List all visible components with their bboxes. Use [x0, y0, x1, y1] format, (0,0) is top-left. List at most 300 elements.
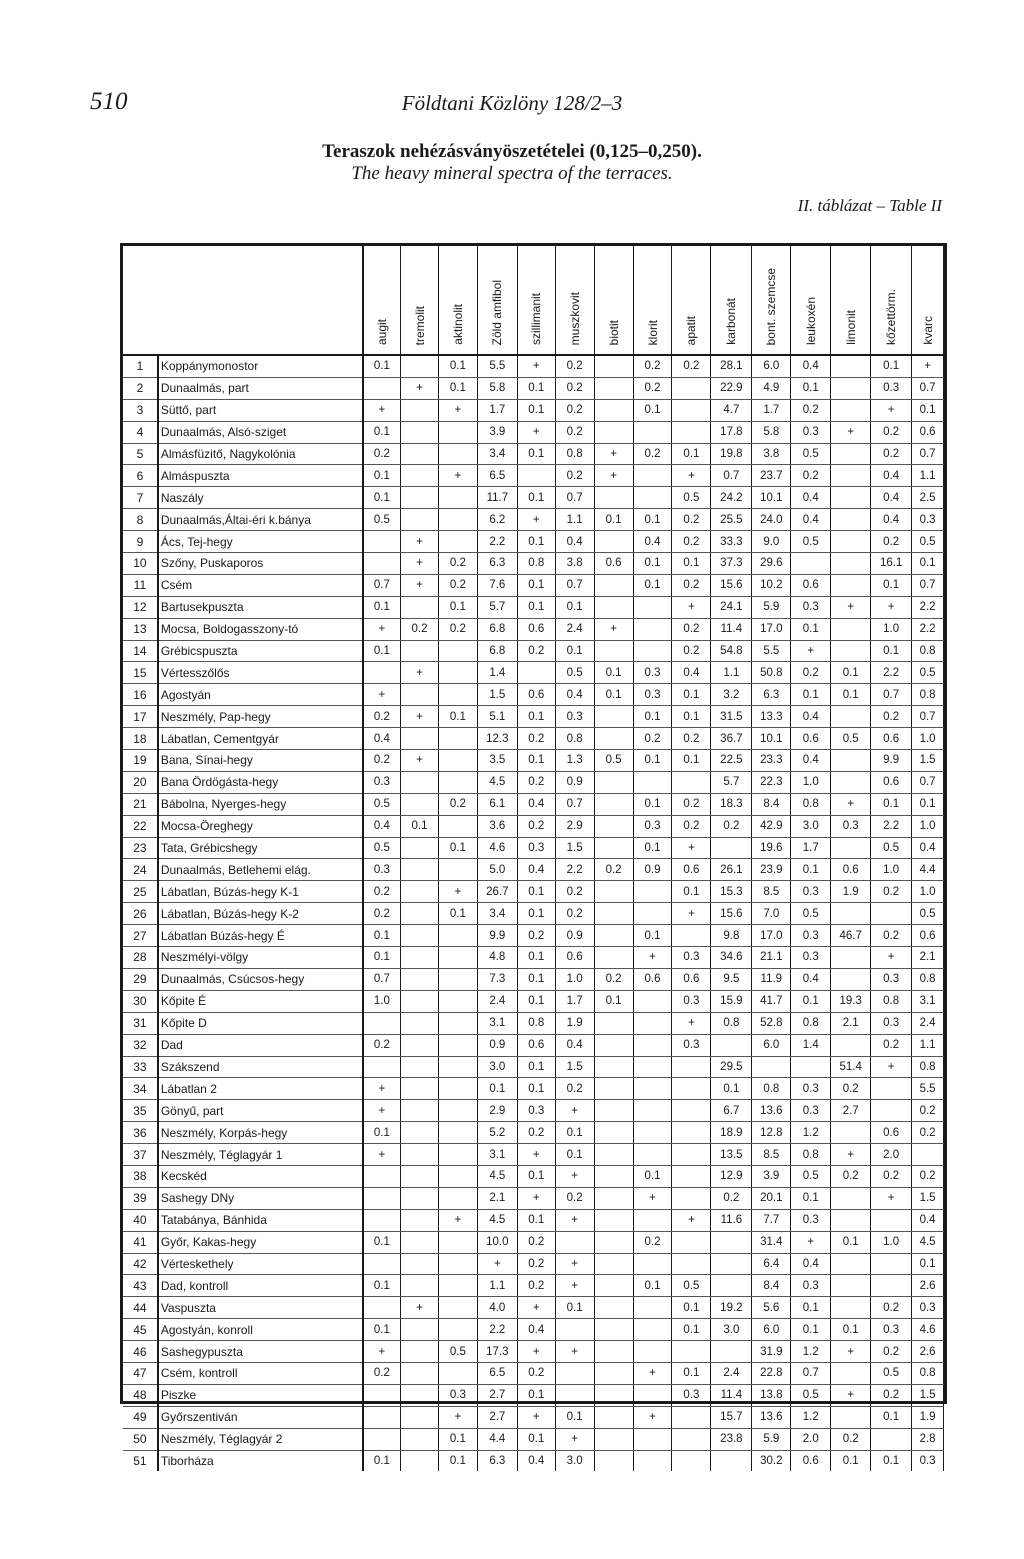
table-row — [123, 1362, 944, 1384]
column-header-label: biotit — [606, 319, 621, 345]
table-cell — [517, 465, 555, 487]
table-cell: 2.7 — [477, 1406, 517, 1428]
locality-name: Tiborháza — [158, 1450, 363, 1471]
table-cell: 0.3 — [633, 684, 672, 706]
table-cell — [363, 377, 401, 399]
table-cell: + — [363, 618, 401, 640]
table-cell — [594, 771, 633, 793]
table-cell: 0.2 — [791, 662, 831, 684]
table-row — [123, 1078, 944, 1100]
table-cell: 0.4 — [791, 355, 831, 377]
table-cell — [831, 837, 871, 859]
table-cell: 0.5 — [594, 750, 633, 772]
row-number: 17 — [123, 706, 158, 728]
table-cell: 0.3 — [672, 990, 711, 1012]
table-cell — [363, 1297, 401, 1319]
table-row — [123, 1034, 944, 1056]
locality-name: Naszály — [158, 487, 363, 509]
row-number: 28 — [123, 947, 158, 969]
table-cell: 52.8 — [752, 1012, 791, 1034]
table-cell: 0.2 — [871, 1341, 912, 1363]
table-cell: 0.2 — [871, 1165, 912, 1187]
table-cell: + — [871, 947, 912, 969]
table-cell: 0.8 — [912, 968, 944, 990]
table-cell: 0.4 — [791, 706, 831, 728]
table-cell: 0.2 — [517, 640, 555, 662]
table-cell: 0.1 — [912, 1253, 944, 1275]
table-cell — [831, 443, 871, 465]
table-cell — [594, 1144, 633, 1166]
table-cell — [594, 1319, 633, 1341]
table-cell — [363, 1406, 401, 1428]
table-row — [123, 1165, 944, 1187]
table-cell: 0.1 — [438, 1450, 477, 1471]
row-number: 11 — [123, 574, 158, 596]
table-cell: 5.0 — [477, 859, 517, 881]
table-cell: 5.9 — [752, 1428, 791, 1450]
table-cell: 0.2 — [871, 1034, 912, 1056]
table-cell — [401, 1231, 439, 1253]
table-cell: + — [555, 1341, 594, 1363]
table-cell: 0.8 — [791, 1012, 831, 1034]
table-cell — [633, 1034, 672, 1056]
table-cell — [594, 1341, 633, 1363]
table-cell — [831, 1275, 871, 1297]
row-number: 31 — [123, 1012, 158, 1034]
table-cell — [438, 750, 477, 772]
locality-name: Sashegy DNy — [158, 1187, 363, 1209]
table-cell — [831, 1122, 871, 1144]
table-cell: 3.8 — [555, 553, 594, 575]
table-cell: 0.1 — [594, 509, 633, 531]
table-cell: 23.9 — [752, 859, 791, 881]
table-cell — [401, 1275, 439, 1297]
table-cell: 4.9 — [752, 377, 791, 399]
table-cell: 11.4 — [711, 1384, 752, 1406]
table-cell — [871, 1275, 912, 1297]
table-cell — [672, 925, 711, 947]
table-cell — [363, 1165, 401, 1187]
table-cell — [594, 1275, 633, 1297]
table-cell: 0.3 — [438, 1384, 477, 1406]
table-cell: + — [594, 618, 633, 640]
table-cell: 0.7 — [711, 465, 752, 487]
mineral-table-frame — [120, 243, 947, 1468]
table-cell: 0.9 — [555, 771, 594, 793]
table-cell: 0.8 — [752, 1078, 791, 1100]
table-cell — [672, 1341, 711, 1363]
table-cell: 1.2 — [791, 1122, 831, 1144]
locality-name: Dunaalmás, part — [158, 377, 363, 399]
locality-name: Mocsa-Öreghegy — [158, 815, 363, 837]
table-cell: + — [438, 1209, 477, 1231]
table-cell: 5.8 — [477, 377, 517, 399]
table-cell: 18.3 — [711, 793, 752, 815]
table-row — [123, 990, 944, 1012]
table-row — [123, 421, 944, 443]
table-cell: + — [517, 509, 555, 531]
table-cell — [831, 1362, 871, 1384]
table-cell: 0.5 — [912, 662, 944, 684]
row-number: 25 — [123, 881, 158, 903]
table-cell — [401, 1406, 439, 1428]
locality-name: Neszmély, Korpás-hegy — [158, 1122, 363, 1144]
locality-name: Bábolna, Nyerges-hegy — [158, 793, 363, 815]
table-cell: + — [831, 421, 871, 443]
table-cell: + — [517, 355, 555, 377]
table-cell: 15.9 — [711, 990, 752, 1012]
table-cell: 6.5 — [477, 1362, 517, 1384]
table-cell — [831, 465, 871, 487]
table-cell: 31.4 — [752, 1231, 791, 1253]
table-cell — [401, 859, 439, 881]
table-cell: 0.3 — [791, 881, 831, 903]
table-cell — [791, 1056, 831, 1078]
table-cell: 0.2 — [912, 1100, 944, 1122]
table-cell — [633, 1144, 672, 1166]
table-cell — [672, 1187, 711, 1209]
row-number: 49 — [123, 1406, 158, 1428]
table-cell: 0.1 — [672, 881, 711, 903]
table-cell: 7.0 — [752, 903, 791, 925]
table-cell: 0.1 — [672, 553, 711, 575]
table-cell: + — [594, 465, 633, 487]
table-cell: 36.7 — [711, 728, 752, 750]
table-cell: 41.7 — [752, 990, 791, 1012]
table-cell — [711, 837, 752, 859]
table-cell: 0.2 — [672, 815, 711, 837]
table-cell: 0.3 — [363, 771, 401, 793]
table-cell — [401, 1100, 439, 1122]
table-cell — [633, 1450, 672, 1471]
table-cell — [438, 1012, 477, 1034]
row-number: 26 — [123, 903, 158, 925]
table-cell: 5.5 — [912, 1078, 944, 1100]
table-cell: + — [401, 750, 439, 772]
table-cell — [594, 1297, 633, 1319]
table-cell — [633, 1056, 672, 1078]
table-cell — [633, 487, 672, 509]
row-number: 47 — [123, 1362, 158, 1384]
table-cell: 0.1 — [438, 1428, 477, 1450]
table-cell: 2.0 — [791, 1428, 831, 1450]
table-cell: 19.8 — [711, 443, 752, 465]
table-cell: 25.5 — [711, 509, 752, 531]
table-cell — [672, 1253, 711, 1275]
table-cell — [401, 596, 439, 618]
table-cell: 0.8 — [517, 553, 555, 575]
table-cell: 0.6 — [633, 968, 672, 990]
table-cell: 0.2 — [555, 1187, 594, 1209]
table-cell: 0.6 — [555, 947, 594, 969]
locality-name: Dunaalmás,Áltai-éri k.bánya — [158, 509, 363, 531]
locality-name: Süttő, part — [158, 399, 363, 421]
table-cell: 0.1 — [791, 1319, 831, 1341]
table-cell: 0.8 — [555, 443, 594, 465]
table-cell — [594, 881, 633, 903]
table-cell: 11.4 — [711, 618, 752, 640]
table-cell — [401, 509, 439, 531]
table-cell: 1.0 — [912, 881, 944, 903]
table-cell: 0.1 — [517, 377, 555, 399]
table-cell: 2.2 — [912, 618, 944, 640]
table-number-label: II. táblázat – Table II — [797, 196, 942, 215]
column-header — [831, 246, 871, 355]
table-cell: 0.2 — [871, 1384, 912, 1406]
table-cell — [438, 925, 477, 947]
table-cell: 0.2 — [871, 421, 912, 443]
table-cell: + — [438, 465, 477, 487]
table-cell: 0.7 — [912, 706, 944, 728]
table-cell: 2.4 — [912, 1012, 944, 1034]
header-locality-cell — [158, 246, 363, 355]
table-cell: + — [401, 553, 439, 575]
table-cell: 0.2 — [633, 443, 672, 465]
table-cell: 4.4 — [912, 859, 944, 881]
table-cell — [594, 1165, 633, 1187]
table-cell: 0.1 — [633, 1165, 672, 1187]
table-cell: 8.5 — [752, 1144, 791, 1166]
table-cell: + — [401, 662, 439, 684]
row-number: 7 — [123, 487, 158, 509]
table-cell: 24.1 — [711, 596, 752, 618]
table-row — [123, 1297, 944, 1319]
table-row — [123, 903, 944, 925]
column-header-label: Zöld amfibol — [490, 279, 505, 345]
table-cell: 0.1 — [672, 443, 711, 465]
table-cell: + — [363, 1078, 401, 1100]
table-cell: 0.2 — [791, 399, 831, 421]
locality-name: Gönyű, part — [158, 1100, 363, 1122]
table-cell: 2.9 — [477, 1100, 517, 1122]
table-cell: 6.2 — [477, 509, 517, 531]
table-cell: 51.4 — [831, 1056, 871, 1078]
table-cell — [594, 837, 633, 859]
table-cell: 0.1 — [791, 1187, 831, 1209]
table-cell: 0.8 — [555, 728, 594, 750]
table-cell: 0.1 — [791, 684, 831, 706]
table-cell — [831, 771, 871, 793]
table-cell: 0.1 — [363, 1122, 401, 1144]
table-cell: 0.2 — [363, 706, 401, 728]
table-cell: 0.1 — [791, 990, 831, 1012]
table-cell: 0.1 — [363, 947, 401, 969]
table-cell: + — [831, 596, 871, 618]
table-cell: 5.9 — [752, 596, 791, 618]
table-cell: 0.3 — [791, 1209, 831, 1231]
table-cell — [401, 1034, 439, 1056]
table-cell: 15.6 — [711, 574, 752, 596]
table-cell: + — [871, 399, 912, 421]
table-cell: 22.3 — [752, 771, 791, 793]
row-number: 5 — [123, 443, 158, 465]
table-cell — [633, 771, 672, 793]
table-cell: 0.3 — [672, 947, 711, 969]
table-cell: 0.4 — [517, 793, 555, 815]
table-cell — [438, 1078, 477, 1100]
table-cell: 1.9 — [831, 881, 871, 903]
table-cell — [633, 903, 672, 925]
table-cell: 0.1 — [401, 815, 439, 837]
table-cell — [633, 1341, 672, 1363]
table-cell — [633, 421, 672, 443]
table-cell — [363, 1253, 401, 1275]
table-cell: 3.1 — [912, 990, 944, 1012]
table-cell: 0.1 — [633, 509, 672, 531]
table-cell — [672, 1122, 711, 1144]
table-cell — [711, 1450, 752, 1471]
table-cell: 0.5 — [791, 531, 831, 553]
table-cell: + — [594, 443, 633, 465]
table-cell: 0.4 — [912, 837, 944, 859]
table-row — [123, 1341, 944, 1363]
table-row — [123, 377, 944, 399]
table-cell — [871, 1100, 912, 1122]
table-cell: 2.0 — [871, 1144, 912, 1166]
table-cell: + — [672, 596, 711, 618]
table-cell — [672, 1231, 711, 1253]
table-cell: + — [555, 1253, 594, 1275]
table-cell: 0.2 — [831, 1428, 871, 1450]
table-cell: 50.8 — [752, 662, 791, 684]
table-cell: 29.5 — [711, 1056, 752, 1078]
locality-name: Ács, Tej-hegy — [158, 531, 363, 553]
column-header — [594, 246, 633, 355]
table-cell — [594, 531, 633, 553]
table-cell: 13.8 — [752, 1384, 791, 1406]
table-cell — [594, 947, 633, 969]
table-cell: 13.6 — [752, 1406, 791, 1428]
table-cell: 3.9 — [752, 1165, 791, 1187]
table-cell — [594, 1100, 633, 1122]
table-cell: 0.8 — [517, 1012, 555, 1034]
table-cell: + — [871, 596, 912, 618]
table-row — [123, 553, 944, 575]
table-cell: 1.5 — [912, 1384, 944, 1406]
row-number: 32 — [123, 1034, 158, 1056]
table-cell: 31.9 — [752, 1341, 791, 1363]
table-cell: 0.3 — [517, 837, 555, 859]
table-cell: 0.2 — [871, 1297, 912, 1319]
table-cell — [594, 1384, 633, 1406]
table-cell — [401, 399, 439, 421]
table-cell — [438, 640, 477, 662]
table-cell — [633, 465, 672, 487]
table-cell: 0.1 — [517, 596, 555, 618]
table-cell: 15.6 — [711, 903, 752, 925]
table-cell: + — [831, 793, 871, 815]
table-cell: 0.1 — [517, 399, 555, 421]
table-row — [123, 531, 944, 553]
row-number: 27 — [123, 925, 158, 947]
locality-name: Agostyán, konroll — [158, 1319, 363, 1341]
table-cell — [438, 487, 477, 509]
table-cell: 24.2 — [711, 487, 752, 509]
table-cell: 0.1 — [438, 837, 477, 859]
locality-name: Lábatlan, Búzás-hegy K-1 — [158, 881, 363, 903]
table-cell — [633, 1253, 672, 1275]
table-cell: 3.0 — [477, 1056, 517, 1078]
table-cell — [401, 1144, 439, 1166]
table-cell: 0.1 — [633, 750, 672, 772]
table-cell: 9.9 — [871, 750, 912, 772]
table-cell: 3.0 — [791, 815, 831, 837]
table-cell: 0.1 — [363, 925, 401, 947]
column-header-label: augit — [374, 318, 389, 345]
table-cell: 0.1 — [517, 1428, 555, 1450]
table-cell: 0.3 — [912, 1450, 944, 1471]
table-cell — [672, 1056, 711, 1078]
table-cell: 42.9 — [752, 815, 791, 837]
table-cell: 0.1 — [363, 1275, 401, 1297]
table-cell — [438, 662, 477, 684]
table-cell: 6.0 — [752, 1319, 791, 1341]
table-cell: 0.4 — [871, 487, 912, 509]
table-cell: 8.5 — [752, 881, 791, 903]
locality-name: Lábatlan Búzás-hegy É — [158, 925, 363, 947]
table-row — [123, 968, 944, 990]
table-cell: + — [438, 881, 477, 903]
table-row — [123, 443, 944, 465]
table-row — [123, 1253, 944, 1275]
table-cell: 0.1 — [912, 399, 944, 421]
table-cell: 0.2 — [517, 1122, 555, 1144]
table-title: Teraszok nehézásványöszetételei (0,125–0,250). — [322, 141, 702, 162]
table-cell — [831, 1034, 871, 1056]
row-number: 37 — [123, 1144, 158, 1166]
table-cell: + — [363, 1144, 401, 1166]
table-cell — [594, 1428, 633, 1450]
table-cell — [438, 990, 477, 1012]
table-cell: 2.2 — [871, 815, 912, 837]
table-row — [123, 793, 944, 815]
locality-name: Dad — [158, 1034, 363, 1056]
table-cell — [831, 903, 871, 925]
table-cell: 0.4 — [912, 1209, 944, 1231]
table-cell — [594, 1253, 633, 1275]
table-cell — [594, 1056, 633, 1078]
table-header — [123, 246, 944, 355]
table-cell: 0.2 — [555, 377, 594, 399]
table-cell: 0.1 — [517, 947, 555, 969]
table-cell: 0.7 — [912, 574, 944, 596]
table-cell: 0.4 — [555, 1034, 594, 1056]
table-cell: 0.5 — [791, 903, 831, 925]
table-cell — [438, 1319, 477, 1341]
table-cell: 1.7 — [752, 399, 791, 421]
table-row — [123, 881, 944, 903]
table-cell: 0.1 — [831, 1319, 871, 1341]
table-cell: 22.5 — [711, 750, 752, 772]
row-number: 33 — [123, 1056, 158, 1078]
table-cell: 0.4 — [517, 1450, 555, 1471]
locality-name: Neszmélyi-völgy — [158, 947, 363, 969]
table-cell: + — [633, 1187, 672, 1209]
table-cell: 0.3 — [791, 947, 831, 969]
table-cell: 0.4 — [791, 968, 831, 990]
column-header-label: karbonát — [724, 298, 739, 345]
table-cell — [672, 1450, 711, 1471]
table-cell: 0.1 — [791, 618, 831, 640]
table-cell: 5.7 — [711, 771, 752, 793]
column-header-label: tremolit — [412, 305, 427, 345]
table-cell: 0.1 — [517, 443, 555, 465]
table-cell — [831, 618, 871, 640]
table-row — [123, 1012, 944, 1034]
row-number: 23 — [123, 837, 158, 859]
table-cell: 0.1 — [912, 553, 944, 575]
row-number: 39 — [123, 1187, 158, 1209]
